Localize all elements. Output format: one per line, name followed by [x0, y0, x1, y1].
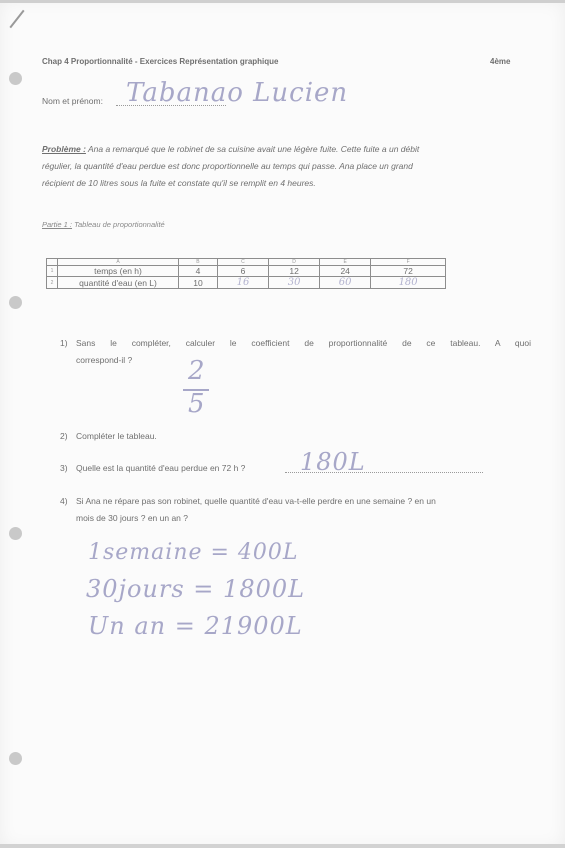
punch-hole: [9, 296, 22, 309]
table-cell-handwritten: 30: [269, 277, 320, 289]
table-row-time: [47, 266, 446, 277]
student-name-handwriting: Tabanao Lucien: [126, 78, 349, 108]
column-letter: A: [58, 259, 179, 266]
table-row-water: [47, 277, 446, 289]
table-cell: 72: [371, 266, 446, 277]
question-1-line-1: Sans le compléter, calculer le coefficient de proportionnalité de ce tableau. A quoi: [76, 338, 531, 348]
table-cell: 6: [217, 266, 268, 277]
page-top-edge: [0, 0, 565, 3]
answer-3-handwriting: 180L: [300, 448, 366, 476]
column-letter: C: [217, 259, 268, 266]
question-2-text: Compléter le tableau.: [76, 431, 157, 441]
grade-label: 4ème: [490, 57, 511, 66]
answer-4-week: 1semaine = 400L: [88, 540, 299, 565]
part1-label: Partie 1 :: [42, 220, 73, 229]
table-cell: 12: [269, 266, 320, 277]
table-cell-handwritten: 16: [217, 277, 268, 289]
question-4-line-1: Si Ana ne répare pas son robinet, quelle quantité d'eau va-t-elle perdre en une semaine ? en un: [76, 496, 436, 506]
problem-line-1: Ana a remarqué que le robinet de sa cuisine avait une légère fuite. Cette fuite a un débit: [85, 144, 420, 154]
question-number: 2): [60, 431, 68, 441]
table-cell: 10: [179, 277, 218, 289]
question-3-text: Quelle est la quantité d'eau perdue en 72 h ?: [76, 463, 246, 473]
part1-title: Tableau de proportionnalité: [72, 220, 165, 229]
table-cell: 24: [320, 266, 371, 277]
row-label-time: temps (en h): [58, 266, 179, 277]
row-label-water: quantité d'eau (en L): [58, 277, 179, 289]
answer-1-denominator: 5: [188, 389, 206, 419]
problem-label: Problème :: [42, 144, 86, 154]
page-bottom-edge: [0, 844, 565, 848]
column-letter: F: [371, 259, 446, 266]
question-number: 3): [60, 463, 68, 473]
problem-statement: [42, 141, 530, 192]
table-letter-row: [47, 259, 446, 266]
worksheet-title: Chap 4 Proportionnalité - Exercices Représentation graphique: [42, 57, 279, 66]
punch-hole: [9, 72, 22, 85]
column-letter: B: [179, 259, 218, 266]
question-number: 4): [60, 496, 68, 506]
proportionality-table: [46, 258, 446, 289]
part1-heading: [42, 220, 165, 229]
question-1-line-2: correspond-il ?: [76, 355, 133, 365]
row-number: 1: [47, 266, 58, 277]
pencil-mark: [9, 10, 24, 29]
row-number: 2: [47, 277, 58, 289]
name-label: Nom et prénom:: [42, 96, 103, 106]
answer-1-numerator: 2: [188, 356, 206, 386]
question-number: 1): [60, 338, 68, 348]
problem-line-2: régulier, la quantité d'eau perdue est donc proportionnelle au temps qui passe. Ana place un grand: [42, 161, 413, 171]
answer-4-month: 30jours = 1800L: [86, 575, 306, 603]
table-cell-handwritten: 180: [371, 277, 446, 289]
punch-hole: [9, 527, 22, 540]
punch-hole: [9, 752, 22, 765]
column-letter: D: [269, 259, 320, 266]
column-letter: E: [320, 259, 371, 266]
problem-line-3: récipient de 10 litres sous la fuite et constate qu'il se remplit en 4 heures.: [42, 178, 316, 188]
answer-4-year: Un an = 21900L: [88, 612, 303, 640]
table-cell: 4: [179, 266, 218, 277]
table-cell-handwritten: 60: [320, 277, 371, 289]
question-4-line-2: mois de 30 jours ? en un an ?: [76, 513, 188, 523]
